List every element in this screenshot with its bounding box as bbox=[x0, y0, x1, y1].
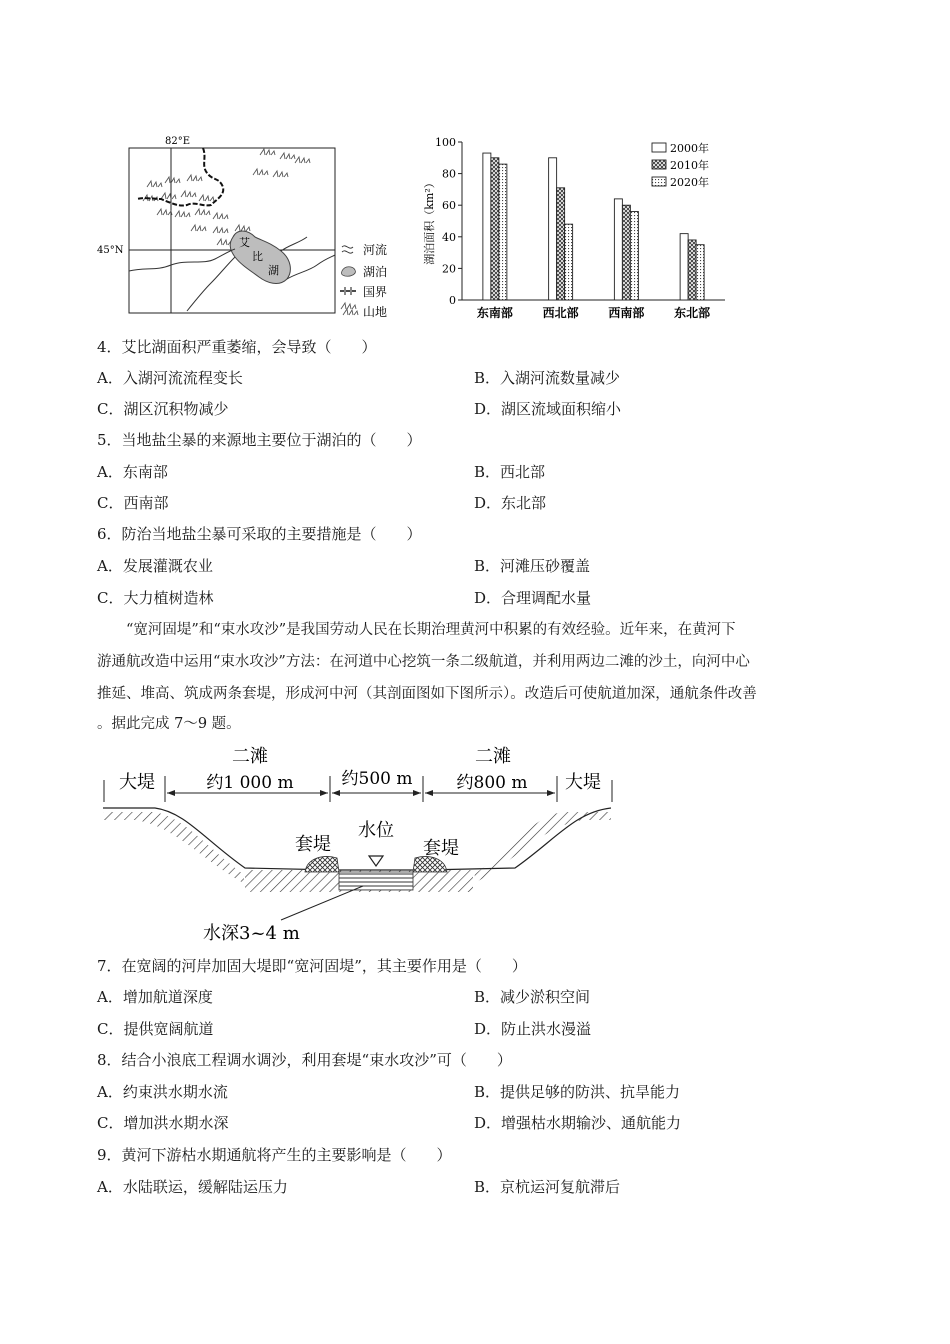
lat-label: 45°N bbox=[97, 245, 124, 256]
chart-y-tick-label: 0 bbox=[449, 294, 456, 307]
water-level-label: 水位 bbox=[358, 820, 394, 841]
left-bank bbox=[103, 812, 245, 884]
right-inner-dike-label: 套堤 bbox=[423, 838, 459, 859]
passage-line-1: “宽河固堤”和“束水攻沙”是我国劳动人民在长期治理黄河中积累的有效经验。近年来，在黄河下 bbox=[97, 622, 736, 638]
question-5-option-d: D．东北部 bbox=[474, 494, 547, 512]
chart-bar bbox=[557, 188, 565, 300]
chart-bar bbox=[549, 158, 557, 300]
lon-label: 82°E bbox=[165, 136, 191, 147]
question-4-option-d: D．湖区流域面积缩小 bbox=[474, 400, 622, 418]
question-4-option-a: A．入湖河流流程变长 bbox=[97, 369, 243, 387]
question-9-stem: 9．黄河下游枯水期通航将产生的主要影响是（ ） bbox=[97, 1146, 452, 1164]
lake-char-1: 艾 bbox=[239, 236, 250, 249]
channel-water bbox=[339, 872, 413, 890]
chart-y-tick-label: 80 bbox=[442, 167, 456, 181]
lake-char-3: 湖 bbox=[268, 264, 279, 277]
question-9-option-a: A．水陆联运，缓解陆运压力 bbox=[97, 1178, 288, 1196]
chart-legend-swatch bbox=[652, 177, 666, 186]
chart-legend-swatch bbox=[652, 143, 666, 152]
chart-y-axis-label: 湖泊面积（km²） bbox=[423, 177, 436, 265]
question-7-option-c: C．提供宽阔航道 bbox=[97, 1020, 214, 1038]
right-width-label: 约800 m bbox=[456, 773, 528, 793]
legend-border-label: 国界 bbox=[363, 285, 388, 299]
legend-river-label: 河流 bbox=[363, 243, 388, 257]
chart-x-tick-label: 西南部 bbox=[608, 306, 645, 320]
mountain-area bbox=[143, 149, 310, 245]
question-6-option-d: D．合理调配水量 bbox=[474, 589, 592, 607]
legend-lake-label: 湖泊 bbox=[363, 265, 388, 279]
question-9-option-b: B．京杭运河复航滞后 bbox=[474, 1178, 621, 1196]
question-6-option-c: C．大力植树造林 bbox=[97, 589, 214, 607]
chart-bar bbox=[622, 205, 630, 300]
passage-line-3: 推延、堆高、筑成两条套堤，形成河中河（其剖面图如下图所示）。改造后可使航道加深，通航条件改善 bbox=[97, 686, 757, 702]
river-icon bbox=[342, 246, 353, 253]
center-width-label: 约500 m bbox=[341, 769, 413, 789]
map-frame bbox=[129, 148, 335, 313]
chart-y-tick-label: 60 bbox=[442, 199, 456, 213]
chart-bar bbox=[565, 224, 573, 300]
question-4-option-b: B．入湖河流数量减少 bbox=[474, 369, 621, 387]
chart-x-tick-label: 西北部 bbox=[542, 306, 579, 320]
chart-y-tick-label: 20 bbox=[442, 262, 456, 276]
chart-bar bbox=[483, 153, 491, 300]
question-7-option-b: B．减少淤积空间 bbox=[474, 988, 591, 1006]
question-6-option-b: B．河滩压砂覆盖 bbox=[474, 557, 591, 575]
question-8-option-c: C．增加洪水期水深 bbox=[97, 1114, 229, 1132]
question-5-option-c: C．西南部 bbox=[97, 494, 169, 512]
lake-char-2: 比 bbox=[252, 250, 263, 263]
question-8-stem: 8．结合小浪底工程调水调沙，利用套堤“束水攻沙”可（ ） bbox=[97, 1051, 512, 1069]
left-width-label: 约1 000 m bbox=[206, 773, 294, 793]
left-inner-dike-label: 套堤 bbox=[295, 834, 331, 855]
question-4-stem: 4．艾比湖面积严重萎缩，会导致（ ） bbox=[97, 338, 377, 356]
question-4-option-c: C．湖区沉积物减少 bbox=[97, 400, 229, 418]
chart-bar bbox=[614, 199, 622, 300]
chart-bar bbox=[688, 240, 696, 300]
left-levee-label: 大堤 bbox=[119, 772, 155, 793]
question-8-option-d: D．增强枯水期输沙、通航能力 bbox=[474, 1114, 682, 1132]
chart-bar bbox=[491, 158, 499, 300]
question-7-option-d: D．防止洪水漫溢 bbox=[474, 1020, 592, 1038]
chart-x-tick-label: 东南部 bbox=[476, 306, 513, 320]
passage-line-4: 。据此完成 7～9 题。 bbox=[97, 716, 241, 732]
lake-icon bbox=[341, 267, 355, 276]
passage-line-2: 游通航改造中运用“束水攻沙”方法：在河道中心挖筑一条二级航道，并利用两边二滩的沙土，向河中心 bbox=[97, 654, 750, 670]
left-beach-label: 二滩 bbox=[232, 746, 268, 767]
border-line bbox=[137, 148, 223, 206]
question-8-option-b: B．提供足够的防洪、抗旱能力 bbox=[474, 1083, 681, 1101]
chart-legend-label: 2000年 bbox=[670, 142, 709, 155]
river-profile-diagram bbox=[95, 740, 625, 946]
right-bank bbox=[473, 812, 611, 884]
chart-legend-label: 2020年 bbox=[670, 176, 709, 189]
right-levee-label: 大堤 bbox=[565, 772, 601, 793]
chart-y-tick-label: 40 bbox=[442, 230, 456, 244]
question-6-stem: 6．防治当地盐尘暴可采取的主要措施是（ ） bbox=[97, 525, 422, 543]
chart-legend-label: 2010年 bbox=[670, 159, 709, 172]
chart-y-tick-label: 100 bbox=[435, 136, 456, 149]
chart-x-tick-label: 东北部 bbox=[674, 306, 711, 320]
lake-map bbox=[95, 133, 415, 323]
question-6-option-a: A．发展灌溉农业 bbox=[97, 557, 213, 575]
border-icon bbox=[340, 287, 357, 295]
chart-bar bbox=[696, 245, 704, 300]
legend-mountain-label: 山地 bbox=[363, 305, 388, 319]
map-legend bbox=[340, 242, 387, 319]
question-5-stem: 5．当地盐尘暴的来源地主要位于湖泊的（ ） bbox=[97, 431, 422, 449]
chart-bar bbox=[630, 212, 638, 300]
question-5-option-b: B．西北部 bbox=[474, 463, 546, 481]
question-5-option-a: A．东南部 bbox=[97, 463, 168, 481]
left-inner-dike bbox=[305, 857, 339, 872]
mountain-icon bbox=[341, 303, 358, 315]
chart-legend-swatch bbox=[652, 160, 666, 169]
question-8-option-a: A．约束洪水期水流 bbox=[97, 1083, 228, 1101]
question-7-stem: 7．在宽阔的河岸加固大堤即“宽河固堤”，其主要作用是（ ） bbox=[97, 957, 527, 975]
question-7-option-a: A．增加航道深度 bbox=[97, 988, 213, 1006]
right-beach-label: 二滩 bbox=[475, 746, 511, 767]
water-level-icon bbox=[369, 856, 383, 866]
chart-bar bbox=[680, 234, 688, 300]
lake-area-chart bbox=[420, 133, 735, 333]
depth-label: 水深3~4 m bbox=[203, 923, 300, 944]
chart-bar bbox=[499, 164, 507, 300]
